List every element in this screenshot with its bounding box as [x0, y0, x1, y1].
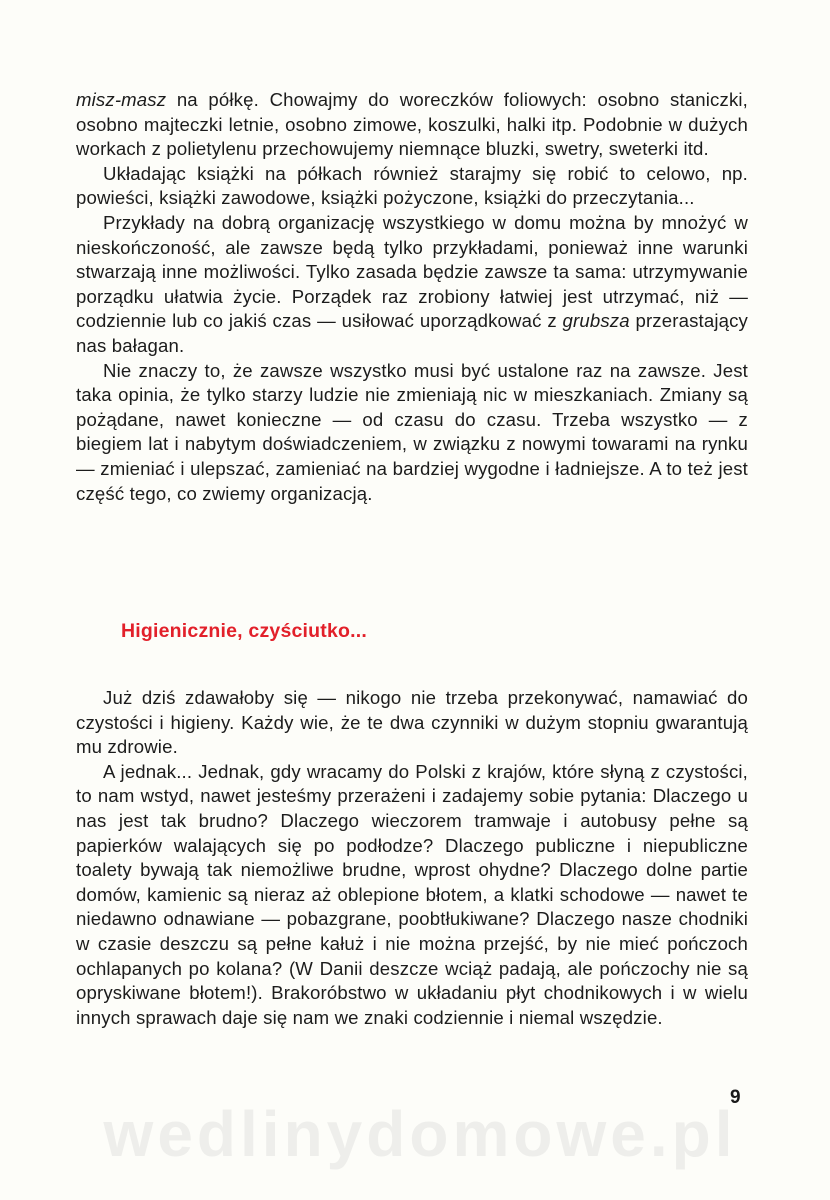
page-number: 9: [730, 1087, 741, 1108]
paragraph-3-text-a: Przykłady na dobrą organizację wszystkiego w domu można by mnożyć w nieskończoność, ale zawsze będą tylko przykładami, ponieważ inne warunki stwarzają inne możliwości. Tylko zasada będzie zawsze ta sama: utrzymywanie porządku ułatwia życie. Porządek raz zrobiony łatwiej jest utrzymać, niż — codziennie lub co jakiś czas — usiłować uporządkować z: [76, 211, 748, 332]
italic-term: misz-masz: [76, 89, 167, 110]
paragraph-1-text: na półkę. Chowajmy do woreczków foliowych: osobno staniczki, osobno majteczki letnie, osobno zimowe, koszulki, halki itp. Podobnie w dużych workach z polietylenu przechowujemy niemnące bluzki, swetry, sweterki itd.: [76, 89, 748, 160]
italic-term: grubsza: [562, 310, 630, 332]
paragraph-1: [76, 88, 748, 162]
paragraph-4: Nie znaczy to, że zawsze wszystko musi być ustalone raz na zawsze. Jest taka opinia, że tylko starzy ludzie nie zmieniają nic w mieszkaniach. Zmiany są pożądane, nawet konieczne — od czasu do czasu. Trzeba wszystko — z biegiem lat i nabytym doświadczeniem, w związku z nowymi towarami na rynku — zmieniać i ulepszać, zamieniać na bardziej wygodne i ładniejsze. A to też jest część tego, co zwiemy organizacją.: [76, 359, 748, 504]
paragraph-6: A jednak... Jednak, gdy wracamy do Polski z krajów, które słyną z czystości, to nam wstyd, nawet jesteśmy przerażeni i zadajemy sobie pytania: Dlaczego u nas jest tak brudno? Dlaczego wieczorem tramwaje i autobusy pełne są papierków walających się po podłodze? Dlaczego publiczne i niepubliczne toalety bywają tak niemożliwe brudne, wprost ohydne? Dlaczego dolne partie domów, kamienic są nieraz aż oblepione błotem, a klatki schodowe — nawet te niedawno odnawiane — pobazgrane, poobtłukiwane? Dlaczego nasze chodniki w czasie deszczu są pełne kałuż i nie można przejść, by nie mieć pończoch ochlapanych po kolana? (W Danii deszcze wciąż padają, ale pończochy nie są opryskiwane błotem!). Brakoróbstwo w układaniu płyt chodnikowych i w wielu innych sprawach daje się nam we znaki codziennie i niemal wszędzie.: [76, 760, 748, 1028]
paragraph-3: [76, 211, 748, 359]
section-heading: Higienicznie, czyściutko...: [121, 620, 367, 642]
paragraph-5: Już dziś zdawałoby się — nikogo nie trzeba przekonywać, namawiać do czystości i higieny. Każdy wie, że te dwa czynniki w dużym stopniu gwarantują mu zdrowie.: [76, 687, 748, 758]
paragraph-2: Układając książki na półkach również starajmy się robić to celowo, np. powieści, książki zawodowe, książki pożyczone, książki do przeczytania...: [76, 162, 748, 209]
watermark: wedlinydomowe.pl: [103, 1098, 737, 1170]
paragraph-3-text-b: przerastający nas bałagan.: [76, 310, 748, 356]
section-organization: [76, 88, 748, 506]
section-hygiene: [76, 686, 748, 1030]
